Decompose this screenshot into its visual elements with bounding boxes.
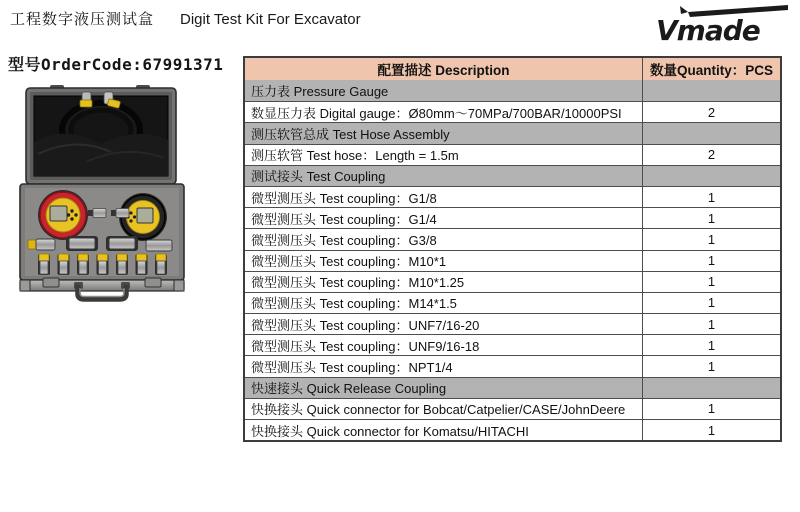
table-item-row (245, 207, 780, 228)
table-item-row (245, 144, 780, 165)
brand-logo-text: Vmade (656, 14, 760, 47)
table-section-row (245, 165, 780, 186)
case-front (20, 278, 184, 299)
row-description: 测压软管总成 Test Hose Assembly (251, 126, 450, 142)
page-title-english: Digit Test Kit For Excavator (180, 11, 361, 28)
row-quantity: 1 (642, 229, 780, 249)
case-tray (20, 184, 184, 280)
digital-gauge-red (40, 192, 86, 238)
row-description: 数显压力表 Digital gauge：Ø80mm～70MPa/700BAR/10000PSI (251, 105, 622, 121)
table-item-row (245, 250, 780, 271)
row-description: 微型测压头 Test coupling：G3/8 (251, 232, 437, 248)
table-body (245, 80, 780, 440)
test-kit-case-image (16, 84, 188, 304)
order-code: 型号OrderCode:67991371 (8, 55, 224, 74)
table-item-row (245, 334, 780, 355)
row-quantity: 1 (642, 187, 780, 207)
table-item-row (245, 101, 780, 122)
row-quantity: 1 (642, 420, 780, 440)
row-quantity: 1 (642, 356, 780, 376)
table-item-row (245, 292, 780, 313)
table-item-row (245, 419, 780, 440)
row-description: 测压软管 Test hose：Length = 1.5m (251, 148, 459, 164)
product-photo (16, 84, 188, 304)
row-quantity: 1 (642, 335, 780, 355)
row-quantity: 1 (642, 293, 780, 313)
row-description: 微型测压头 Test coupling：UNF7/16-20 (251, 317, 480, 333)
table-item-row (245, 271, 780, 292)
table-header-description: 配置描述 Description (377, 63, 510, 78)
table-item-row (245, 313, 780, 334)
table-item-row (245, 398, 780, 419)
latch-left-icon (43, 278, 59, 287)
row-description: 快换接头 Quick connector for Komatsu/HITACHI (251, 423, 529, 439)
row-description: 压力表 Pressure Gauge (251, 84, 389, 100)
row-quantity: 2 (642, 145, 780, 165)
row-description: 微型测压头 Test coupling：G1/8 (251, 190, 437, 206)
table-header-row (245, 58, 780, 80)
row-description: 快换接头 Quick connector for Bobcat/Catpelier/CASE/JohnDeere (251, 402, 626, 418)
row-quantity (642, 378, 780, 398)
row-quantity: 2 (642, 102, 780, 122)
row-description: 测试接头 Test Coupling (251, 169, 386, 185)
spec-table (243, 56, 782, 442)
page-title-chinese: 工程数字液压测试盒 (10, 11, 155, 28)
table-item-row (245, 186, 780, 207)
table-item-row (245, 355, 780, 376)
brand-logo (650, 2, 794, 48)
row-quantity (642, 166, 780, 186)
row-description: 微型测压头 Test coupling：NPT1/4 (251, 360, 453, 376)
table-section-row (245, 80, 780, 101)
vmade-logo-icon (650, 2, 794, 48)
latch-right-icon (145, 278, 161, 287)
table-section-row (245, 122, 780, 143)
row-quantity (642, 80, 780, 101)
row-description: 微型测压头 Test coupling：M14*1.5 (251, 296, 457, 312)
row-description: 微型测压头 Test coupling：UNF9/16-18 (251, 338, 480, 354)
case-lid (26, 85, 176, 184)
row-description: 快速接头 Quick Release Coupling (251, 381, 447, 397)
table-section-row (245, 377, 780, 398)
table-header-quantity: 数量Quantity：PCS (642, 58, 780, 80)
table-item-row (245, 228, 780, 249)
row-quantity: 1 (642, 399, 780, 419)
page-title (10, 8, 361, 29)
row-description: 微型测压头 Test coupling：G1/4 (251, 211, 437, 227)
row-quantity: 1 (642, 208, 780, 228)
row-quantity: 1 (642, 314, 780, 334)
row-description: 微型测压头 Test coupling：M10*1 (251, 254, 447, 270)
row-quantity (642, 123, 780, 143)
row-quantity: 1 (642, 272, 780, 292)
row-quantity: 1 (642, 251, 780, 271)
row-description: 微型测压头 Test coupling：M10*1.25 (251, 275, 465, 291)
